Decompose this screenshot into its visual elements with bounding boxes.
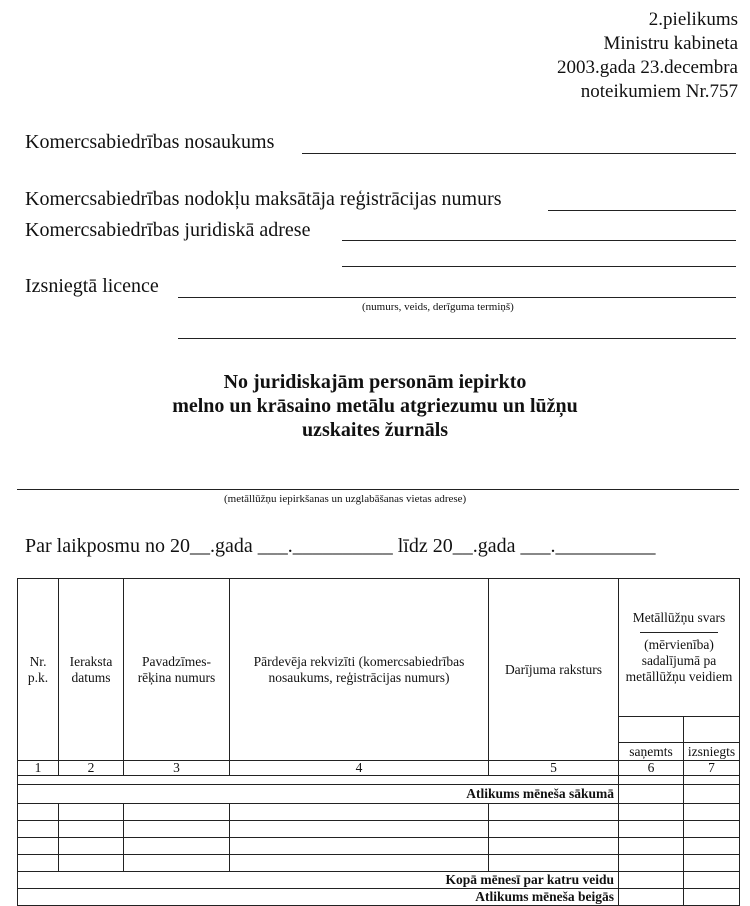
license-hint: (numurs, veids, derīguma termiņš) [362, 301, 514, 313]
table-cell[interactable] [489, 821, 619, 838]
balance-end-issued[interactable] [684, 889, 740, 906]
col-header-issued: izsniegts [684, 743, 740, 761]
weight-unit-text: (mērvienība) sadalījumā pa metāllūžņu veidiem [625, 637, 733, 684]
legal-address-label: Komercsabiedrības juridiskā adrese [25, 219, 311, 241]
weight-title: Metāllūžņu svars [632, 610, 726, 625]
table-cell[interactable] [18, 821, 59, 838]
col-header-seller: Pārdevēja rekvizīti (komercsabiedrības nosaukums, reģistrācijas numurs) [230, 579, 489, 761]
table-cell[interactable] [124, 821, 230, 838]
col-number-3: 3 [124, 761, 230, 776]
license-field-2[interactable] [178, 338, 736, 339]
unit-blank-line[interactable] [640, 632, 718, 633]
table-cell[interactable] [489, 804, 619, 821]
table-cell[interactable] [230, 821, 489, 838]
license-field[interactable] [178, 297, 736, 298]
table-cell[interactable] [489, 838, 619, 855]
table-cell[interactable] [230, 855, 489, 872]
regulation-number: noteikumiem Nr.757 [580, 81, 738, 102]
month-total-label: Kopā mēnesī par katru veidu [18, 872, 619, 889]
spacer-cell [684, 776, 740, 785]
cabinet-label: Ministru kabineta [603, 33, 738, 54]
table-cell[interactable] [684, 804, 740, 821]
col-header-weight [619, 579, 740, 717]
table-cell[interactable] [684, 821, 740, 838]
col-number-6: 6 [619, 761, 684, 776]
col-number-7: 7 [684, 761, 740, 776]
company-name-field[interactable] [302, 153, 736, 154]
company-name-label: Komercsabiedrības nosaukums [25, 131, 275, 153]
title-line-1: No juridiskajām personām iepirkto [223, 371, 527, 393]
spacer-cell [619, 776, 684, 785]
tax-reg-number-field[interactable] [548, 210, 736, 211]
table-cell[interactable] [619, 804, 684, 821]
type-cell-received[interactable] [619, 717, 684, 743]
title-line-2: melno un krāsaino metālu atgriezumu un lūžņu [172, 395, 578, 417]
table-cell[interactable] [619, 821, 684, 838]
legal-address-field-2[interactable] [342, 266, 736, 267]
appendix-header [557, 8, 738, 104]
site-address-field[interactable] [17, 489, 739, 490]
col-number-2: 2 [59, 761, 124, 776]
month-total-issued[interactable] [684, 872, 740, 889]
col-header-invoice: Pavadzīmes-rēķina numurs [124, 579, 230, 761]
table-cell[interactable] [59, 821, 124, 838]
table-cell[interactable] [59, 804, 124, 821]
table-cell[interactable] [230, 804, 489, 821]
table-cell[interactable] [18, 855, 59, 872]
col-header-received: saņemts [619, 743, 684, 761]
balance-start-issued[interactable] [684, 785, 740, 804]
journal-table [17, 578, 740, 906]
balance-end-received[interactable] [619, 889, 684, 906]
title-line-3: uzskaites žurnāls [301, 419, 449, 441]
table-cell[interactable] [124, 804, 230, 821]
balance-start-label: Atlikums mēneša sākumā [18, 785, 619, 804]
balance-end-label: Atlikums mēneša beigās [18, 889, 619, 906]
type-cell-issued[interactable] [684, 717, 740, 743]
table-cell[interactable] [619, 855, 684, 872]
col-header-transaction: Darījuma raksturs [489, 579, 619, 761]
table-cell[interactable] [124, 838, 230, 855]
table-cell[interactable] [684, 855, 740, 872]
table-cell[interactable] [684, 838, 740, 855]
col-header-number: Nr. p.k. [18, 579, 59, 761]
table-cell[interactable] [124, 855, 230, 872]
spacer-cell [18, 776, 619, 785]
journal-title [0, 370, 750, 442]
col-number-5: 5 [489, 761, 619, 776]
table-cell[interactable] [18, 804, 59, 821]
license-label: Izsniegtā licence [25, 275, 159, 297]
month-total-received[interactable] [619, 872, 684, 889]
legal-address-field[interactable] [342, 240, 736, 241]
table-cell[interactable] [230, 838, 489, 855]
table-cell[interactable] [59, 855, 124, 872]
appendix-number: 2.pielikums [648, 9, 738, 30]
col-header-date: Ieraksta datums [59, 579, 124, 761]
table-cell[interactable] [489, 855, 619, 872]
tax-reg-number-label: Komercsabiedrības nodokļu maksātāja reģistrācijas numurs [25, 188, 502, 210]
col-number-4: 4 [230, 761, 489, 776]
balance-start-received[interactable] [619, 785, 684, 804]
table-cell[interactable] [619, 838, 684, 855]
col-number-1: 1 [18, 761, 59, 776]
site-address-hint: (metāllūžņu iepirkšanas un uzglabāšanas vietas adrese) [224, 493, 467, 505]
period-line: Par laikposmu no 20__.gada ___.__________ līdz 20__.gada ___.__________ [25, 535, 656, 557]
table-cell[interactable] [59, 838, 124, 855]
regulation-date: 2003.gada 23.decembra [557, 57, 738, 78]
table-cell[interactable] [18, 838, 59, 855]
